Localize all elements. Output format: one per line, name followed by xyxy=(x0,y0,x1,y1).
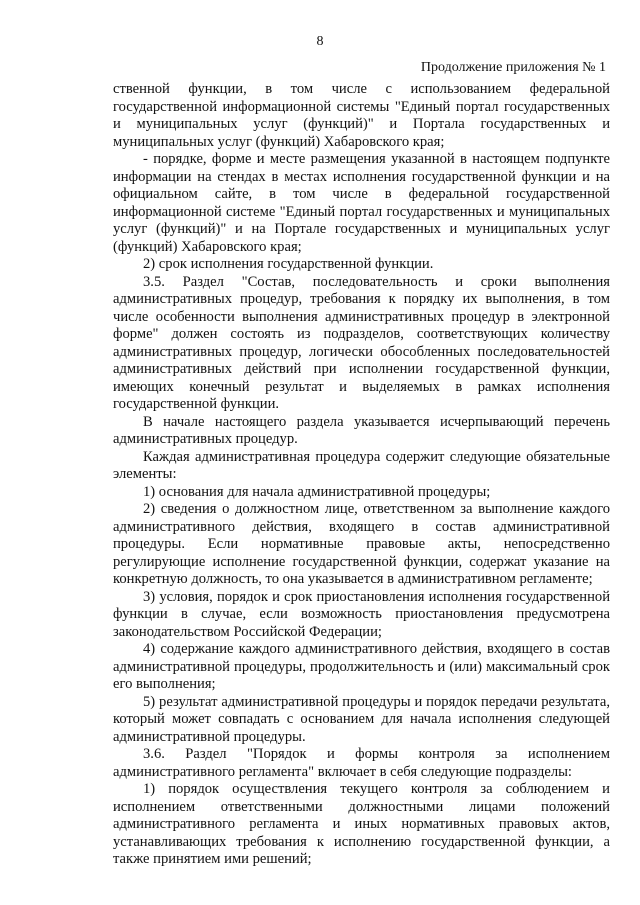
continuation-note: Продолжение приложения № 1 xyxy=(420,60,606,75)
paragraph: 1) основания для начала административной процедуры; xyxy=(143,483,491,500)
paragraph: 3.5. Раздел "Состав, последовательность и сроки выполнения административных процедур, требования к порядку их выполнения, в том числе особенности выполнения административных процедур в электронной форме" должен состоять из подразделов, соответствующих количеству административных процедур, логически обособленных последовательностей административных действий при исполнении государственной функции, имеющих конечный результат и выделяемых в рамках исполнения государственной функции. xyxy=(113,273,610,412)
page-number: 8 xyxy=(316,34,324,49)
paragraph: 2) сведения о должностном лице, ответственном за выполнение каждого административного действия, входящего в состав административной процедуры. Если нормативные правовые акты, непосредственно регулирующие исполнение государственной функции, содержат указание на конкретную должность, то она указывается в административном регламенте; xyxy=(113,501,610,587)
paragraph: 3) условия, порядок и срок приостановления исполнения государственной функции в случае, если возможность приостановления предусмотрена законодательством Российской Федерации; xyxy=(113,588,610,640)
paragraph: Каждая административная процедура содержит следующие обязательные элементы: xyxy=(113,448,610,482)
paragraph: 2) срок исполнения государственной функции. xyxy=(143,256,434,272)
paragraph: 5) результат административной процедуры и порядок передачи результата, который может совпадать с основанием для начала исполнения следующей административной процедуры. xyxy=(113,693,610,745)
paragraph: 1) порядок осуществления текущего контроля за соблюдением и исполнением ответственными должностными лицами положений административного регламента и иных нормативных правовых актов, устанавливающих требования к исполнению государственной функции, а также принятием ими решений; xyxy=(113,781,610,867)
paragraph: В начале настоящего раздела указывается исчерпывающий перечень административных процедур. xyxy=(113,413,610,447)
paragraph: 4) содержание каждого административного действия, входящего в состав административной процедуры, продолжительность и (или) максимальный срок его выполнения; xyxy=(113,641,610,692)
paragraph: 3.6. Раздел "Порядок и формы контроля за исполнением административного регламента" включает в себя следующие подразделы: xyxy=(113,746,610,780)
paragraph: ственной функции, в том числе с использованием федеральной государственной информационной системы "Единый портал государственных и муниципальных услуг (функций)" и Портала государственных и муниципальных услуг (функций) Хабаровского края; xyxy=(113,81,610,150)
paragraph: - порядке, форме и месте размещения указанной в настоящем подпункте информации на стендах в местах исполнения государственной функции и на официальном сайте, в том числе в федеральной государственной информационной системе "Единый портал государственных и муниципальных услуг (функций)" и на Портале государственных и муниципальных услуг (функций) Хабаровского края; xyxy=(113,151,610,255)
document-body xyxy=(113,81,610,869)
